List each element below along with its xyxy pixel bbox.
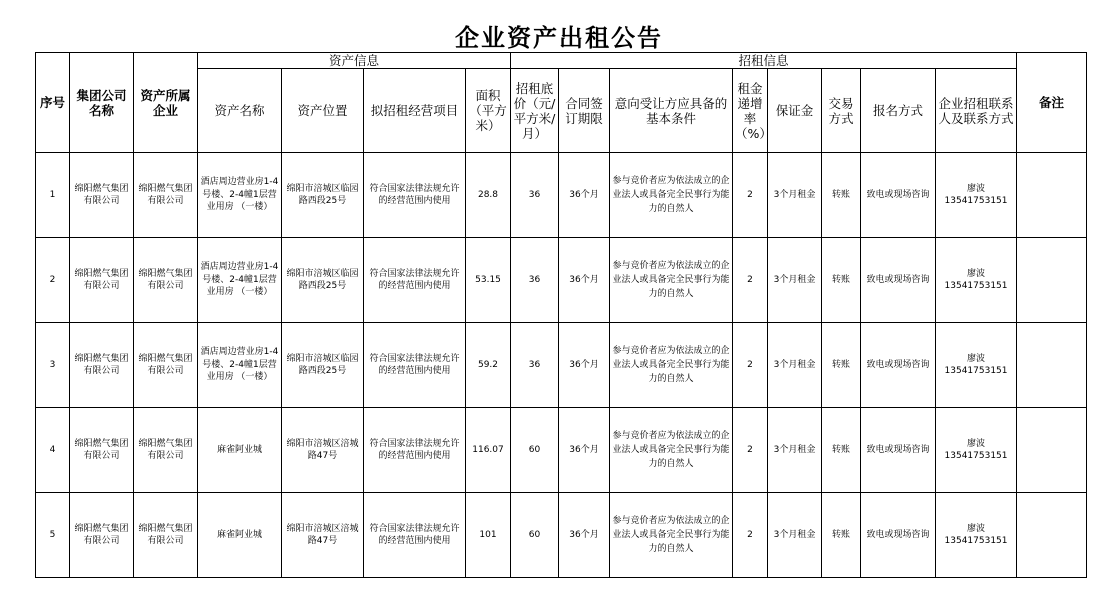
cell-conditions: 参与竞价者应为依法成立的企业法人或具备完全民事行为能力的自然人 [610, 493, 733, 578]
cell-asset-location: 绵阳市涪城区临园路西段25号 [282, 323, 364, 408]
cell-asset-name: 麻雀阿业城 [198, 493, 282, 578]
cell-group-company: 绵阳燃气集团有限公司 [70, 323, 134, 408]
cell-planned-business: 符合国家法律法规允许的经营范围内使用 [364, 493, 466, 578]
cell-remark [1017, 323, 1087, 408]
cell-trade-method: 转账 [822, 323, 861, 408]
cell-base-price: 36 [511, 238, 559, 323]
cell-base-price: 60 [511, 493, 559, 578]
cell-planned-business: 符合国家法律法规允许的经营范围内使用 [364, 153, 466, 238]
header-contact: 企业招租联系人及联系方式 [936, 69, 1017, 153]
cell-contact: 廖波13541753151 [936, 323, 1017, 408]
cell-increase-rate: 2 [733, 238, 768, 323]
header-deposit: 保证金 [768, 69, 822, 153]
cell-group-company: 绵阳燃气集团有限公司 [70, 238, 134, 323]
cell-contract-term: 36个月 [559, 493, 610, 578]
cell-contact: 廖波13541753151 [936, 493, 1017, 578]
header-conditions: 意向受让方应具备的基本条件 [610, 69, 733, 153]
cell-planned-business: 符合国家法律法规允许的经营范围内使用 [364, 323, 466, 408]
cell-trade-method: 转账 [822, 238, 861, 323]
cell-asset-name: 麻雀阿业城 [198, 408, 282, 493]
cell-signup-method: 致电或现场咨询 [861, 493, 936, 578]
cell-seq: 5 [36, 493, 70, 578]
cell-conditions: 参与竞价者应为依法成立的企业法人或具备完全民事行为能力的自然人 [610, 408, 733, 493]
cell-deposit: 3个月租金 [768, 408, 822, 493]
header-trade-method: 交易方式 [822, 69, 861, 153]
cell-group-company: 绵阳燃气集团有限公司 [70, 408, 134, 493]
cell-trade-method: 转账 [822, 493, 861, 578]
cell-area: 59.2 [466, 323, 511, 408]
cell-signup-method: 致电或现场咨询 [861, 153, 936, 238]
cell-deposit: 3个月租金 [768, 323, 822, 408]
cell-seq: 4 [36, 408, 70, 493]
cell-area: 53.15 [466, 238, 511, 323]
cell-contact: 廖波13541753151 [936, 153, 1017, 238]
cell-conditions: 参与竞价者应为依法成立的企业法人或具备完全民事行为能力的自然人 [610, 238, 733, 323]
header-asset-name: 资产名称 [198, 69, 282, 153]
cell-base-price: 36 [511, 323, 559, 408]
cell-deposit: 3个月租金 [768, 153, 822, 238]
cell-planned-business: 符合国家法律法规允许的经营范围内使用 [364, 408, 466, 493]
cell-owner-company: 绵阳燃气集团有限公司 [134, 323, 198, 408]
cell-contract-term: 36个月 [559, 323, 610, 408]
cell-increase-rate: 2 [733, 323, 768, 408]
cell-remark [1017, 153, 1087, 238]
cell-increase-rate: 2 [733, 493, 768, 578]
header-increase-rate: 租金递增率（%） [733, 69, 768, 153]
header-remark: 备注 [1017, 53, 1087, 153]
cell-asset-name: 酒店周边营业房1-4号楼、2-4幢1层营业用房 （一楼） [198, 238, 282, 323]
cell-group-company: 绵阳燃气集团有限公司 [70, 493, 134, 578]
table-row [36, 493, 1087, 578]
cell-owner-company: 绵阳燃气集团有限公司 [134, 153, 198, 238]
table-row [36, 238, 1087, 323]
cell-conditions: 参与竞价者应为依法成立的企业法人或具备完全民事行为能力的自然人 [610, 323, 733, 408]
cell-area: 28.8 [466, 153, 511, 238]
header-seq: 序号 [36, 53, 70, 153]
cell-group-company: 绵阳燃气集团有限公司 [70, 153, 134, 238]
cell-asset-name: 酒店周边营业房1-4号楼、2-4幢1层营业用房 （一楼） [198, 153, 282, 238]
cell-owner-company: 绵阳燃气集团有限公司 [134, 238, 198, 323]
cell-trade-method: 转账 [822, 153, 861, 238]
table-row [36, 408, 1087, 493]
header-group-company: 集团公司名称 [70, 53, 134, 153]
cell-signup-method: 致电或现场咨询 [861, 238, 936, 323]
header-signup-method: 报名方式 [861, 69, 936, 153]
cell-increase-rate: 2 [733, 408, 768, 493]
header-asset-location: 资产位置 [282, 69, 364, 153]
header-owner-company: 资产所属企业 [134, 53, 198, 153]
cell-seq: 2 [36, 238, 70, 323]
cell-owner-company: 绵阳燃气集团有限公司 [134, 493, 198, 578]
header-lease-group: 招租信息 [511, 53, 1017, 69]
page-title: 企业资产出租公告 [455, 24, 663, 52]
cell-owner-company: 绵阳燃气集团有限公司 [134, 408, 198, 493]
cell-asset-location: 绵阳市涪城区临园路西段25号 [282, 153, 364, 238]
cell-asset-location: 绵阳市涪城区涪城路47号 [282, 408, 364, 493]
lease-table [35, 52, 1087, 578]
cell-seq: 1 [36, 153, 70, 238]
header-contract-term: 合同签订期限 [559, 69, 610, 153]
header-planned-business: 拟招租经营项目 [364, 69, 466, 153]
cell-signup-method: 致电或现场咨询 [861, 408, 936, 493]
table-row [36, 323, 1087, 408]
cell-remark [1017, 493, 1087, 578]
cell-contact: 廖波13541753151 [936, 238, 1017, 323]
cell-contract-term: 36个月 [559, 408, 610, 493]
cell-deposit: 3个月租金 [768, 238, 822, 323]
cell-conditions: 参与竞价者应为依法成立的企业法人或具备完全民事行为能力的自然人 [610, 153, 733, 238]
cell-contract-term: 36个月 [559, 153, 610, 238]
header-area: 面积（平方米） [466, 69, 511, 153]
cell-remark [1017, 238, 1087, 323]
cell-remark [1017, 408, 1087, 493]
cell-planned-business: 符合国家法律法规允许的经营范围内使用 [364, 238, 466, 323]
cell-asset-name: 酒店周边营业房1-4号楼、2-4幢1层营业用房 （一楼） [198, 323, 282, 408]
cell-base-price: 60 [511, 408, 559, 493]
cell-deposit: 3个月租金 [768, 493, 822, 578]
cell-asset-location: 绵阳市涪城区涪城路47号 [282, 493, 364, 578]
cell-area: 101 [466, 493, 511, 578]
cell-increase-rate: 2 [733, 153, 768, 238]
header-asset-group: 资产信息 [198, 53, 511, 69]
table-row [36, 153, 1087, 238]
cell-signup-method: 致电或现场咨询 [861, 323, 936, 408]
cell-contract-term: 36个月 [559, 238, 610, 323]
cell-base-price: 36 [511, 153, 559, 238]
header-base-price: 招租底价（元/平方米/月） [511, 69, 559, 153]
cell-asset-location: 绵阳市涪城区临园路西段25号 [282, 238, 364, 323]
cell-trade-method: 转账 [822, 408, 861, 493]
cell-seq: 3 [36, 323, 70, 408]
cell-area: 116.07 [466, 408, 511, 493]
cell-contact: 廖波13541753151 [936, 408, 1017, 493]
